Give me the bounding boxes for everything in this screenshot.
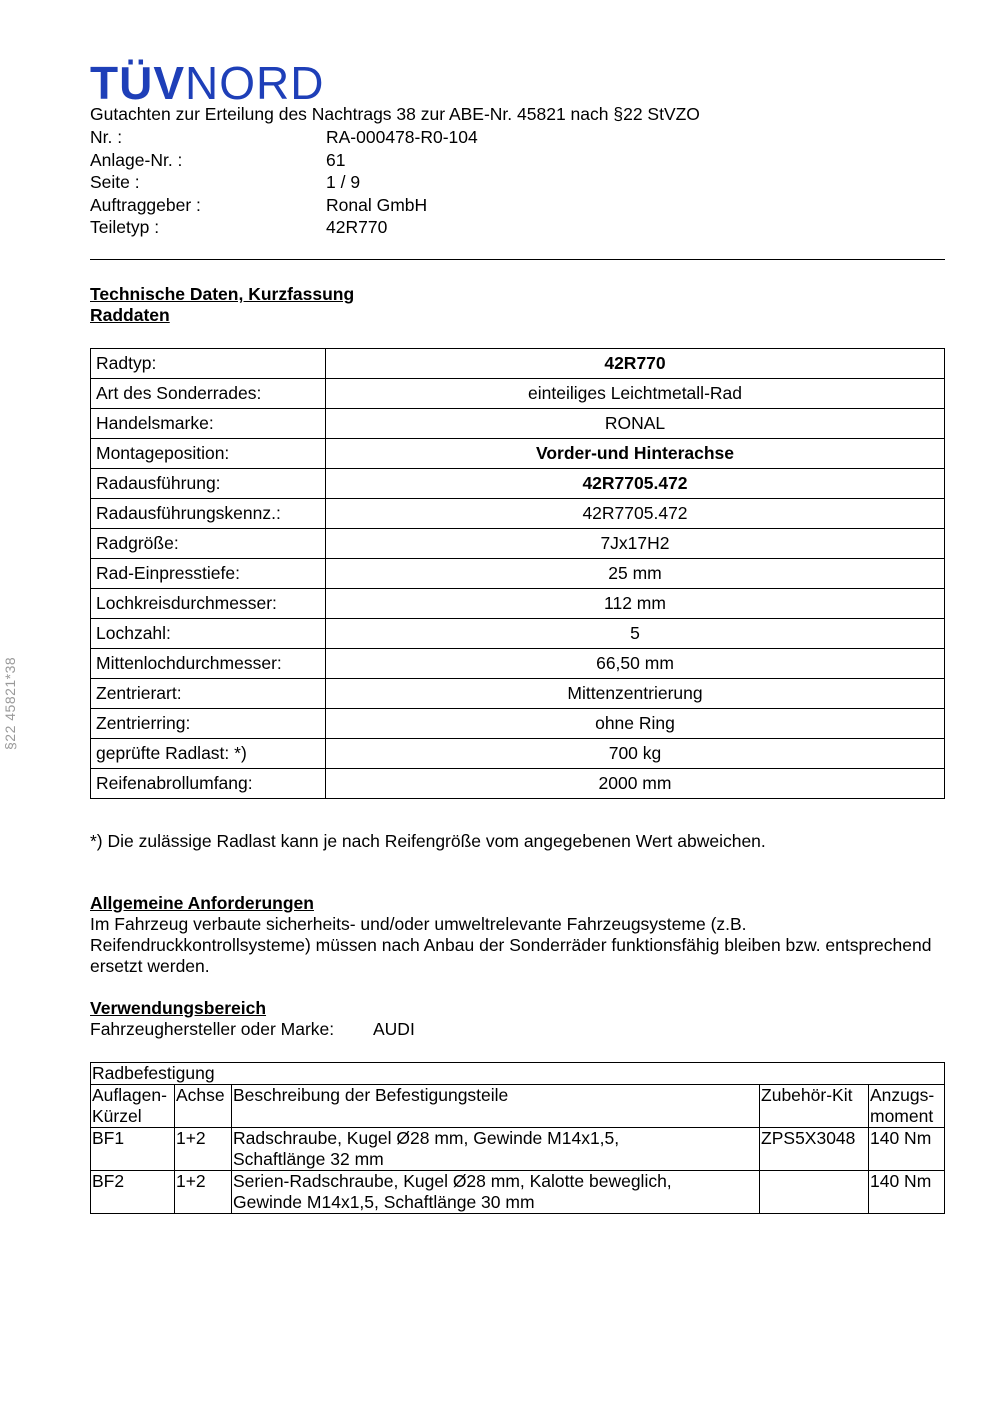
meta-value: 1 / 9 <box>326 172 361 192</box>
row-value: einteiliges Leichtmetall-Rad <box>326 379 945 409</box>
row-label: Zentrierart: <box>91 679 326 709</box>
general-requirements-text: Im Fahrzeug verbaute sicherheits- und/oder umweltrelevante Fahrzeugsysteme (z.B. Reifendruckkontrollsysteme) müssen nach Anbau der Sonderräder funktionsfähig bleiben bzw. entsprechend ersetzt werden. <box>90 914 932 976</box>
cell-desc: Serien-Radschraube, Kugel Ø28 mm, Kalotte beweglich, Gewinde M14x1,5, Schaftlänge 30 mm <box>231 1171 759 1214</box>
row-value: ohne Ring <box>326 709 945 739</box>
cell-axle: 1+2 <box>174 1128 231 1171</box>
document-meta <box>90 126 478 239</box>
column-header: Auflagen- Kürzel <box>91 1085 175 1128</box>
meta-value: Ronal GmbH <box>326 194 428 215</box>
meta-value: 42R770 <box>326 217 388 237</box>
meta-row <box>90 194 478 217</box>
row-label: Reifenabrollumfang: <box>91 769 326 799</box>
cell-torque: 140 Nm <box>869 1171 945 1214</box>
row-value: 42R770 <box>326 349 945 379</box>
footnote: *) Die zulässige Radlast kann je nach Reifengröße vom angegebenen Wert abweichen. <box>90 831 766 851</box>
section-title-tech: Technische Daten, Kurzfassung <box>90 284 355 304</box>
row-value: 112 mm <box>326 589 945 619</box>
wheel-data-table <box>90 348 945 799</box>
row-label: Radausführung: <box>91 469 326 499</box>
fastening-table <box>90 1062 945 1214</box>
meta-row <box>90 149 478 172</box>
document-title: Gutachten zur Erteilung des Nachtrags 38 zur ABE-Nr. 45821 nach §22 StVZO <box>90 104 700 124</box>
row-value: 42R7705.472 <box>326 499 945 529</box>
cell-torque: 140 Nm <box>869 1128 945 1171</box>
cell-desc: Radschraube, Kugel Ø28 mm, Gewinde M14x1,5, Schaftlänge 32 mm <box>231 1128 759 1171</box>
row-value: Vorder-und Hinterachse <box>326 439 945 469</box>
meta-value: RA-000478-R0-104 <box>326 127 478 147</box>
row-label: Radtyp: <box>91 349 326 379</box>
table-row <box>91 469 945 499</box>
logo-part-tuv: TÜV <box>90 57 185 109</box>
cell-axle: 1+2 <box>174 1171 231 1214</box>
meta-key: Teiletyp : <box>90 217 160 237</box>
table-row <box>91 769 945 799</box>
row-label: Rad-Einpresstiefe: <box>91 559 326 589</box>
cell-code: BF1 <box>91 1128 175 1171</box>
meta-row <box>90 171 478 194</box>
side-reference: §22 45821*38 <box>2 656 18 750</box>
cell-kit <box>760 1171 869 1214</box>
manufacturer-label: Fahrzeughersteller oder Marke: <box>90 1019 335 1039</box>
row-label: Lochkreisdurchmesser: <box>91 589 326 619</box>
row-label: Radausführungskennz.: <box>91 499 326 529</box>
table-row <box>91 739 945 769</box>
table-row <box>91 679 945 709</box>
row-label: geprüfte Radlast: *) <box>91 739 326 769</box>
column-header: Achse <box>174 1085 231 1128</box>
row-value: 66,50 mm <box>326 649 945 679</box>
row-label: Zentrierring: <box>91 709 326 739</box>
section-title-general: Allgemeine Anforderungen <box>90 893 314 913</box>
header-divider <box>90 259 945 260</box>
row-label: Montageposition: <box>91 439 326 469</box>
manufacturer-value: AUDI <box>373 1019 415 1039</box>
row-value: 2000 mm <box>326 769 945 799</box>
meta-value: 61 <box>326 149 346 170</box>
row-label: Radgröße: <box>91 529 326 559</box>
section-title-usage: Verwendungsbereich <box>90 998 267 1018</box>
table-caption-row <box>91 1063 945 1085</box>
row-label: Handelsmarke: <box>91 409 326 439</box>
manufacturer-line <box>90 1019 415 1040</box>
row-value: 25 mm <box>326 559 945 589</box>
table-row <box>91 619 945 649</box>
column-header: Beschreibung der Befestigungsteile <box>231 1085 759 1128</box>
table-row <box>91 499 945 529</box>
table-row <box>91 709 945 739</box>
logo-part-nord: NORD <box>185 57 325 109</box>
table-row <box>91 559 945 589</box>
row-label: Mittenlochdurchmesser: <box>91 649 326 679</box>
row-value: 5 <box>326 619 945 649</box>
row-value: Mittenzentrierung <box>326 679 945 709</box>
section-subtitle-raddaten: Raddaten <box>90 305 170 325</box>
table-row <box>91 649 945 679</box>
table-header-row <box>91 1085 945 1128</box>
meta-key: Auftraggeber : <box>90 194 201 215</box>
table-row <box>91 1128 945 1171</box>
row-label: Art des Sonderrades: <box>91 379 326 409</box>
meta-row <box>90 126 478 149</box>
column-header: Zubehör-Kit <box>760 1085 869 1128</box>
cell-kit: ZPS5X3048 <box>760 1128 869 1171</box>
row-value: 42R7705.472 <box>326 469 945 499</box>
tuv-nord-logo <box>90 57 325 109</box>
table-row <box>91 1171 945 1214</box>
row-label: Lochzahl: <box>91 619 326 649</box>
meta-row <box>90 216 478 239</box>
table-row <box>91 349 945 379</box>
meta-key: Anlage-Nr. : <box>90 149 183 170</box>
row-value: 700 kg <box>326 739 945 769</box>
table-caption: Radbefestigung <box>91 1063 945 1085</box>
table-row <box>91 379 945 409</box>
table-row <box>91 409 945 439</box>
table-row <box>91 439 945 469</box>
row-value: RONAL <box>326 409 945 439</box>
column-header: Anzugs- moment <box>869 1085 945 1128</box>
meta-key: Seite : <box>90 172 140 192</box>
cell-code: BF2 <box>91 1171 175 1214</box>
table-row <box>91 589 945 619</box>
table-row <box>91 529 945 559</box>
row-value: 7Jx17H2 <box>326 529 945 559</box>
meta-key: Nr. : <box>90 127 123 147</box>
